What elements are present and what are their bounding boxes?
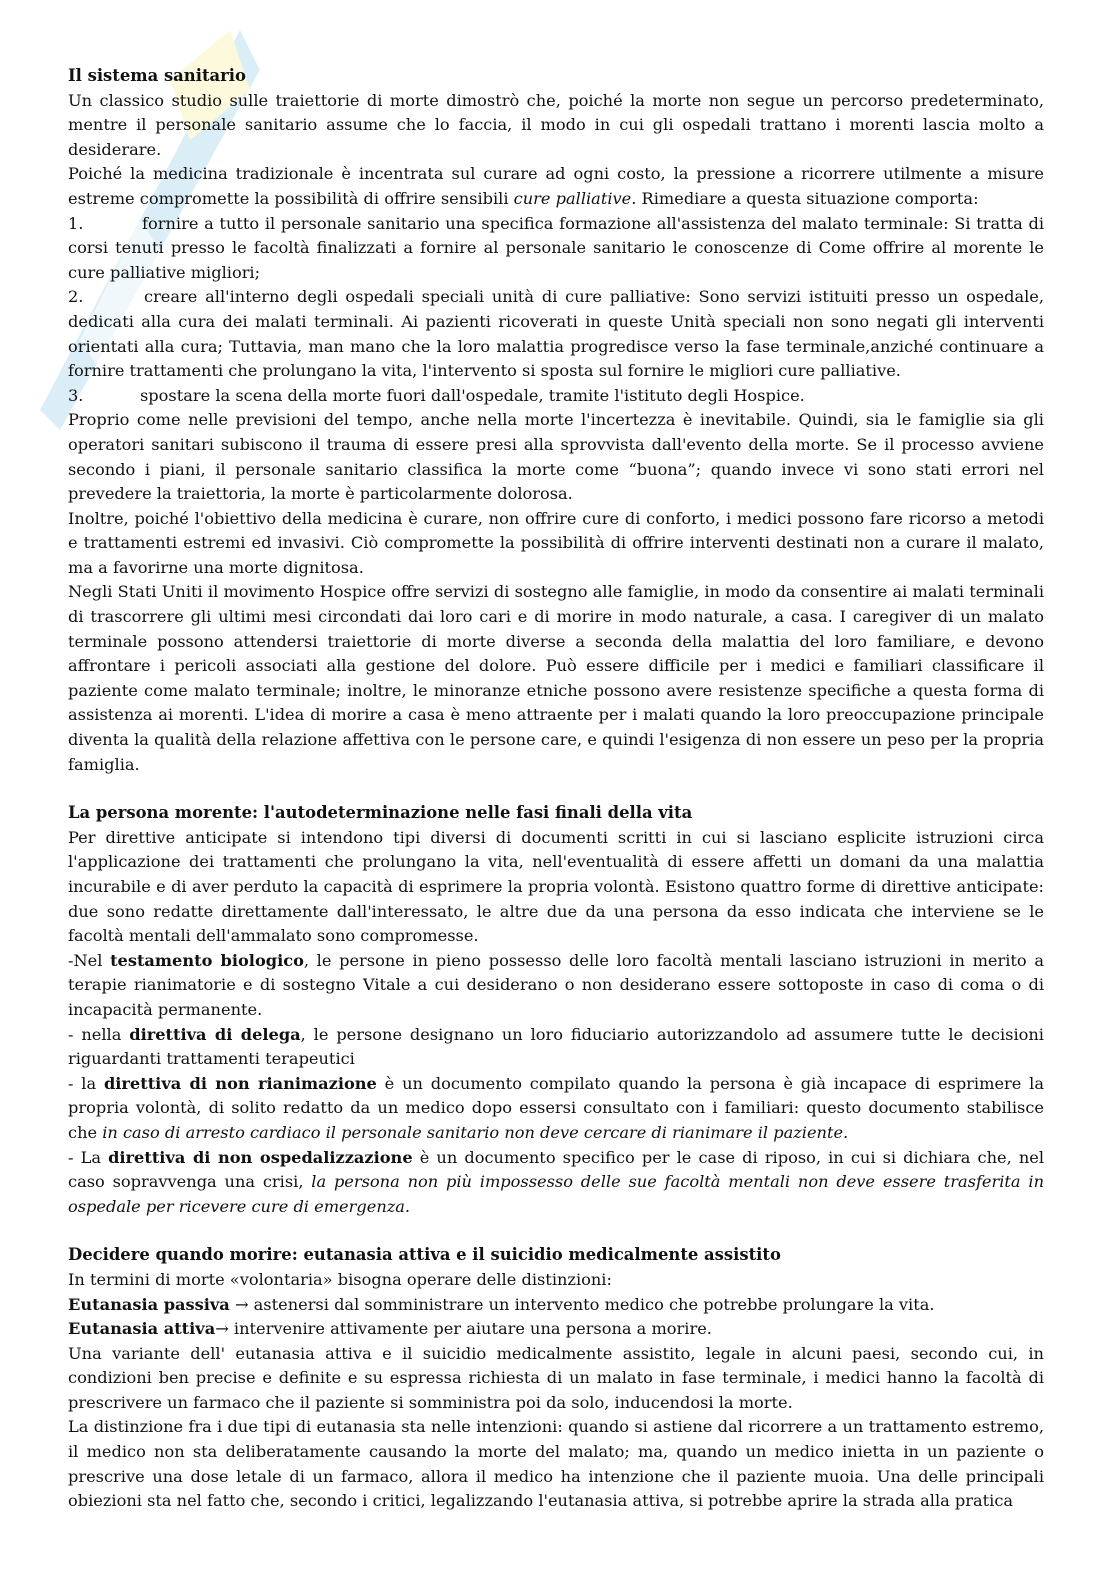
directive-item: - La direttiva di non ospedalizzazione è un documento specifico per le case di riposo, in cui si dichiara che, nel caso sopravvenga una crisi, la persona non più impossesso delle sue facoltà mentali non deve essere trasferita in ospedale per ricevere cure di emergenza. <box>68 1147 1045 1216</box>
paragraph: Proprio come nelle previsioni del tempo, anche nella morte l'incertezza è inevitabile. Quindi, sia le famiglie sia gli operatori sanitari subiscono il trauma di essere presi alla sprovvista dall'evento della morte. Se il processo avviene secondo i piani, il personale sanitario classifica la morte come “buona”; quando invece vi sono stati errori nel prevedere la traiettoria, la morte è particolarmente dolorosa. <box>68 410 1044 504</box>
list-item: 1. fornire a tutto il personale sanitario una specifica formazione all'assistenza del malato terminale: Si tratta di corsi tenuti presso le facoltà finalizzati a fornire al personale sanitario le conoscenze di Come offrire al morente le cure palliative migliori; <box>68 213 1044 282</box>
directive-item: - nella direttiva di delega, le persone designano un loro fiduciario autorizzandolo ad assumere tutte le decisioni riguardanti trattamenti terapeutici <box>68 1024 1044 1069</box>
paragraph: Inoltre, poiché l'obiettivo della medicina è curare, non offrire cure di conforto, i medici possono fare ricorso a metodi e trattamenti estremi ed invasivi. Ciò compromette la possibilità di offrire interventi destinati non a curare il malato, ma a favorirne una morte dignitosa. <box>68 508 1044 577</box>
paragraph: Un classico studio sulle traiettorie di morte dimostrò che, poiché la morte non segue un percorso predeterminato, mentre il personale sanitario assume che lo faccia, il modo in cui gli ospedali trattano i morenti lascia molto a desiderare. <box>68 90 1044 159</box>
directive-item: - la direttiva di non rianimazione è un documento compilato quando la persona è già incapace di esprimere la propria volontà, di solito redatto da un medico dopo essersi consultato con i familiari: questo documento stabilisce che in caso di arresto cardiaco il personale sanitario non deve cercare di rianimare il paziente. <box>68 1073 1044 1142</box>
paragraph: La distinzione fra i due tipi di eutanasia sta nelle intenzioni: quando si astiene dal ricorrere a un trattamento estremo, il medico non sta deliberatamente causando la morte del malato; ma, quando un medico inietta in un paziente o prescrive una dose letale di un farmaco, allora il medico ha intenzione che il paziente muoia. Una delle principali obiezioni sta nel fatto che, secondo i critici, legalizzando l'eutanasia attiva, si potrebbe aprire la strada alla pratica <box>68 1417 1044 1511</box>
definition-item: Eutanasia attiva→ intervenire attivamente per aiutare una persona a morire. <box>68 1319 712 1339</box>
paragraph: Per direttive anticipate si intendono tipi diversi di documenti scritti in cui si lasciano esplicite istruzioni circa l'applicazione dei trattamenti che prolungano la vita, nell'eventualità di essere affetti un domani da una malattia incurabile e di aver perduto la capacità di esprimere la propria volontà. Esistono quattro forme di direttive anticipate: due sono redatte direttamente dall'interessato, le altre due da una persona da esso indicata che interviene se le facoltà mentali dell'ammalato sono compromesse. <box>68 827 1044 946</box>
section-heading-morente: La persona morente: l'autodeterminazione nelle fasi finali della vita <box>68 803 693 823</box>
list-item: 3. spostare la scena della morte fuori dall'ospedale, tramite l'istituto degli Hospice. <box>68 385 805 405</box>
paragraph: In termini di morte «volontaria» bisogna operare delle distinzioni: <box>68 1269 612 1289</box>
directive-item: -Nel testamento biologico, le persone in pieno possesso delle loro facoltà mentali lasciano istruzioni in merito a terapie rianimatorie e di sostegno Vitale a cui desiderano o non desiderano essere sottoposte in caso di coma o di incapacità permanente. <box>68 950 1044 1019</box>
definition-item: Eutanasia passiva → astenersi dal somministrare un intervento medico che potrebbe prolungare la vita. <box>68 1294 935 1314</box>
section-heading-sistema: Il sistema sanitario <box>68 66 246 85</box>
paragraph: Poiché la medicina tradizionale è incentrata sul curare ad ogni costo, la pressione a ricorrere utilmente a misure estreme compromette la possibilità di offrire sensibili cure palliative. Rimediare a questa situazione comporta: <box>68 164 1044 208</box>
document-page <box>68 64 1044 1514</box>
paragraph: Negli Stati Uniti il movimento Hospice offre servizi di sostegno alle famiglie, in modo da consentire ai malati terminali di trascorrere gli ultimi mesi circondati dai loro cari e di morire in modo naturale, a casa. I caregiver di un malato terminale possono attendersi traiettorie di morte diverse a seconda della malattia del loro familiare, e devono affrontare i pericoli associati alla gestione del dolore. Può essere difficile per i medici e familiari classificare il paziente come malato terminale; inoltre, le minoranze etniche possono avere resistenze specifiche a questa forma di assistenza ai morenti. L'idea di morire a casa è meno attraente per i malati quando la loro preoccupazione principale diventa la qualità della relazione affettiva con le persone care, e quindi l'esigenza di non essere un peso per la propria famiglia. <box>68 582 1044 774</box>
paragraph: Una variante dell' eutanasia attiva e il suicidio medicalmente assistito, legale in alcuni paesi, secondo cui, in condizioni ben precise e definite e su espressa richiesta di un malato in fase terminale, i medici hanno la facoltà di prescrivere un farmaco che il paziente si somministra poi da solo, inducendosi la morte. <box>68 1343 1044 1412</box>
list-item: 2. creare all'interno degli ospedali speciali unità di cure palliative: Sono servizi istituiti presso un ospedale, dedicati alla cura dei malati terminali. Ai pazienti ricoverati in queste Unità speciali non sono negati gli interventi orientati alla cura; Tuttavia, man mano che la loro malattia progredisce verso la fase terminale,anziché continuare a fornire trattamenti che prolungano la vita, l'intervento si sposta sul fornire le migliori cure palliative. <box>68 287 1044 381</box>
section-heading-decidere: Decidere quando morire: eutanasia attiva e il suicidio medicalmente assistito <box>68 1245 781 1265</box>
